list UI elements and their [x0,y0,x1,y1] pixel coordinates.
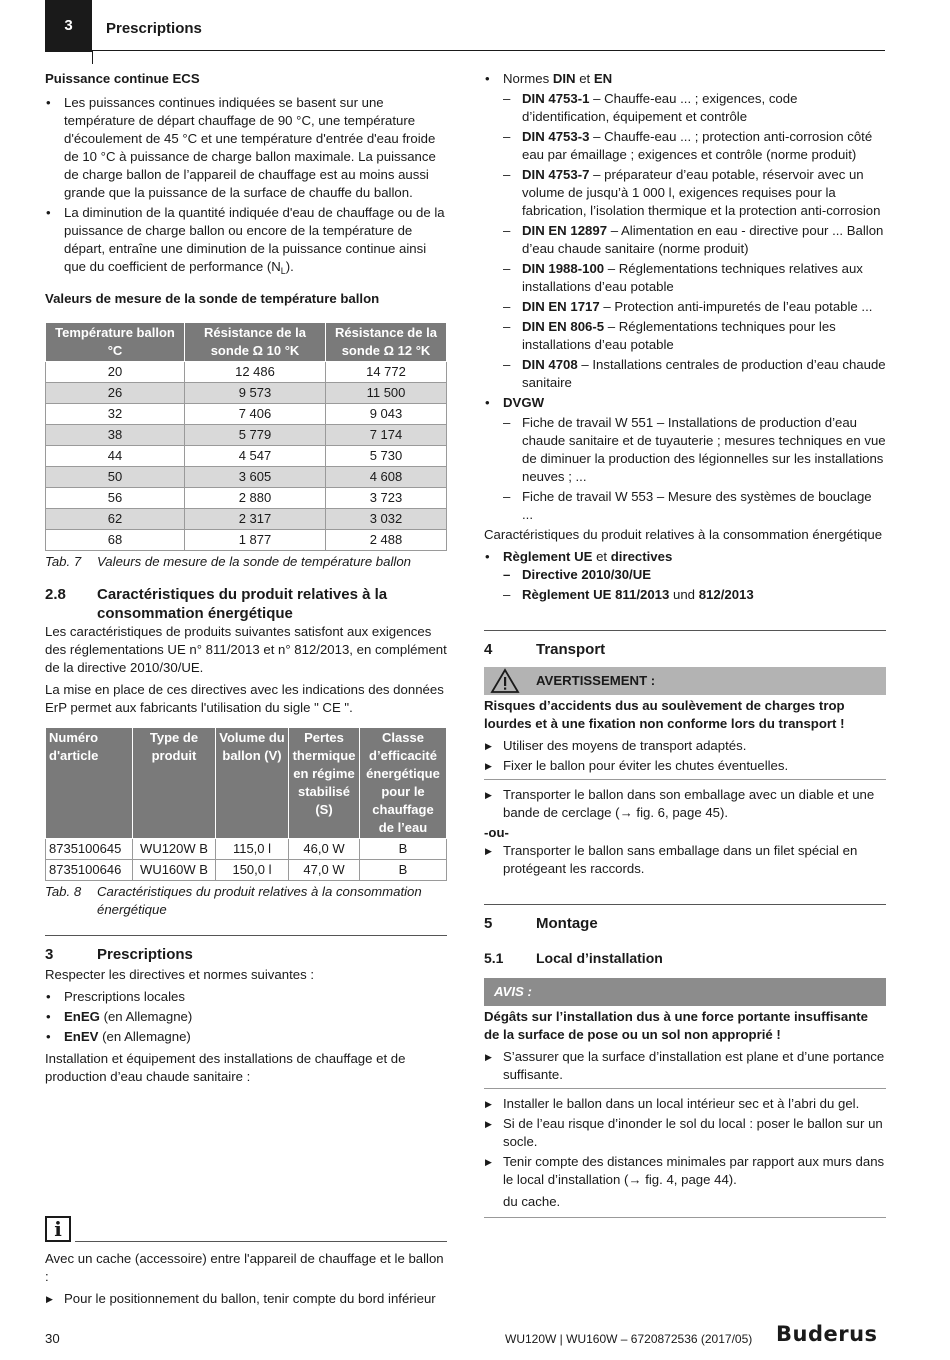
law-name: EnEG [64,1009,100,1024]
norm-code: DIN 4753-7 [522,167,590,182]
table-cell: 68 [46,530,185,551]
table-header: Classe d’efficacité énergétique pour le chauffage de l’eau [360,728,447,839]
list-item [503,166,886,220]
section-rule [484,630,886,631]
info-box [45,1216,447,1310]
normes-list [484,70,886,524]
table-cell: 4 608 [326,467,447,488]
energy-table [45,727,447,881]
table-row [46,467,447,488]
section-number: 2.8 [45,586,66,603]
list-item [503,298,886,316]
list-item: ▶ Fixer le ballon pour éviter les chutes éventuelles. [484,757,886,775]
table-header: Température ballon °C [46,323,185,362]
warning-text: Risques d’accidents dus au soulèvement de charges trop lourdes et à une fixation non conforme lors du transport ! [484,698,845,731]
norm-code: DIN EN 806-5 [522,319,605,334]
table-cell: 14 772 [326,362,447,383]
table-row [46,488,447,509]
transport-actions-alt [484,842,886,878]
caption-number: Tab. 8 [45,884,82,899]
norm-text: – Réglementations techniques relatives aux installations d’eau potable [522,261,863,294]
brand-logo: Buderus [776,1322,878,1346]
section-rule [484,904,886,905]
paragraph: Respecter les directives et normes suivantes : [45,967,314,982]
section-rule [45,935,447,936]
section-number: 5 [484,915,493,932]
norm-text: – Chauffe-eau ... ; protection anti-corrosion côté eau par émaillage ; exigences et contrôle (norme produit) [522,129,873,162]
table-cell: WU160W B [133,860,216,881]
norm-text: – Réglementations techniques pour les installations d’eau potable [522,319,836,352]
norm-code: DIN EN 12897 [522,223,608,238]
table-cell: 12 486 [185,362,326,383]
section-title: Local d’installation [536,950,663,966]
cache-end-text: du cache. [503,1194,561,1209]
norm-text: – Protection anti-impuretés de l’eau potable ... [599,299,873,314]
table-cell: 56 [46,488,185,509]
section-number: 3 [45,946,54,963]
paragraph: Installation et équipement des installations de chauffage et de production d’eau chaude sanitaire : [45,1051,406,1084]
reg-label: Règlement UE [503,549,593,564]
table-cell: 8735100646 [46,860,133,881]
table-row [46,860,447,881]
notice-label: AVIS : [494,984,532,999]
install-end-rule [484,1217,886,1218]
table-header: Résistance de la sonde Ω 10 °K [185,323,326,362]
table-cell: 11 500 [326,383,447,404]
paragraph: Caractéristiques du produit relatives à la consommation énergétique [484,527,883,542]
table-cell: 20 [46,362,185,383]
norm-code: DIN 4753-1 [522,91,590,106]
warning-actions [484,737,886,775]
list-item: ▶ Transporter le ballon dans son emballage avec un diable et une bande de cerclage (→ fig. 6, page 45). [484,786,886,822]
norm-text: – Chauffe-eau ... ; exigences, code d’identification, équipement et contrôle [522,91,798,124]
warning-bar [484,667,886,695]
table-cell: 44 [46,446,185,467]
table-cell: B [360,860,447,881]
table-header: Résistance de la sonde Ω 12 °K [326,323,447,362]
table-row [46,362,447,383]
info-actions [45,1290,447,1308]
notice-text: Dégâts sur l’installation dus à une force portante insuffisante de la surface de pose ou un sol non approprié ! [484,1009,868,1042]
header-tick [92,50,93,64]
reg-und: und [669,587,699,602]
table-header: Numéro d'article [46,728,133,839]
list-item [503,318,886,354]
table-cell: 26 [46,383,185,404]
list-item: – Fiche de travail W 553 – Mesure des systèmes de bouclage ... [503,488,886,524]
section-title: Transport [536,641,606,658]
list-item: • Les puissances continues indiquées se basent sur une température de départ chauffage de 90 °C, une température d'écoulement de 45 °C et une température d'entrée d'eau froide de 10 °C à puissance de charge ballon maximale. La puissance de charge ballon de l’appareil de chauffage est au moins aussi grande que la puissance de la surface de chauffe du ballon. [45,94,447,202]
table-cell: 2 317 [185,509,326,530]
sensor-heading: Valeurs de mesure de la sonde de température ballon [45,291,380,306]
list-item: – Fiche de travail W 551 – Installations de production d’eau chaude sanitaire et de tuyauterie ; mesures techniques en vue de diminuer la production des légionnelles sur les installations neuves ; ... [503,414,886,486]
sensor-table [45,322,447,551]
table8-caption [45,883,447,919]
table-cell: 8735100645 [46,839,133,860]
list-item [503,128,886,164]
list-item: ▶ Si de l’eau risque d’inonder le sol du local : poser le ballon sur un socle. [484,1115,886,1151]
list-item [503,260,886,296]
table-cell: 3 032 [326,509,447,530]
list-item [503,356,886,392]
notice-actions [484,1048,886,1084]
norm-din: DIN [552,71,576,86]
dvgw-list [503,414,886,524]
right-column [484,70,886,1218]
table-row [46,425,447,446]
paragraph: Les caractéristiques de produits suivantes satisfont aux exigences des réglementations UE n° 811/2013 et n° 812/2013, en complément de la directive 2010/30/UE. [45,624,447,675]
table-cell: 62 [46,509,185,530]
table-row [46,839,447,860]
table-cell: 1 877 [185,530,326,551]
notice-bar [484,978,886,1006]
table-cell: 5 730 [326,446,447,467]
section-2-8-heading [45,585,447,623]
list-item [45,1028,447,1046]
table-cell: 7 406 [185,404,326,425]
table-cell: 150,0 l [216,860,289,881]
list-item [484,70,886,392]
subscript: L [280,266,286,276]
norm-text: – préparateur d’eau potable, réservoir avec un volume de jusqu’à 1 000 l, exigences requises pour la fabrication, l’isolation thermique et la protection anti-corrosion [522,167,881,218]
table-cell: WU120W B [133,839,216,860]
table-cell: 38 [46,425,185,446]
warning-label: AVERTISSEMENT : [536,673,656,688]
reg-code: 812/2013 [698,587,754,602]
table-header: Volume du ballon (V) [216,728,289,839]
table-cell: 2 880 [185,488,326,509]
section-title: Prescriptions [97,946,193,963]
norm-code: DIN EN 1717 [522,299,600,314]
table-cell: 7 174 [326,425,447,446]
table-cell: 115,0 l [216,839,289,860]
install-actions [484,1095,886,1189]
normes-et: et [575,71,594,86]
section-3-heading [45,945,447,964]
caption-text: Valeurs de mesure de la sonde de température ballon [97,554,412,569]
list-item: – Directive 2010/30/UE [503,566,886,584]
table-cell: 5 779 [185,425,326,446]
header-rule [45,50,885,51]
reg-label: directives [610,549,673,564]
norm-text: – Installations centrales de production d’eau chaude sanitaire [522,357,886,390]
section-number: 4 [484,641,493,658]
caption-text: Caractéristiques du produit relatives à la consommation énergétique [97,884,422,917]
law-name: EnEV [64,1029,99,1044]
norm-code: DIN 1988-100 [522,261,605,276]
table-cell: 50 [46,467,185,488]
notice-end-rule [484,1088,886,1089]
list-item [503,222,886,258]
law-note: (en Allemagne) [99,1009,193,1024]
regulation-list [484,548,886,604]
list-item: ▶ Installer le ballon dans un local intérieur sec et à l’abri du gel. [484,1095,886,1113]
table-row [46,404,447,425]
norm-code: DIN 4708 [522,357,578,372]
ecs-bullet-end: ). [285,259,294,274]
info-rule [75,1241,447,1242]
regulation-sublist [503,566,886,604]
table-row [46,530,447,551]
section-5-heading [484,914,886,933]
left-column [45,70,447,1086]
list-item: ▶ Tenir compte des distances minimales par rapport aux murs dans le local d’installation (→ fig. 4, page 44). [484,1153,886,1189]
table-cell: 9 573 [185,383,326,404]
list-item [484,548,886,604]
norm-text: – Alimentation en eau - directive pour ... Ballon d’eau chaude sanitaire (norme produit) [522,223,884,256]
document-reference: WU120W | WU160W – 6720872536 (2017/05) [505,1332,753,1346]
section-number: 5.1 [484,950,504,966]
section-title: Caractéristiques du produit relatives à la consommation énergétique [97,586,388,622]
info-text: Avec un cache (accessoire) entre l'appareil de chauffage et le ballon : [45,1251,444,1284]
table-row [46,509,447,530]
table-cell: 4 547 [185,446,326,467]
dvgw-label: DVGW [503,395,545,410]
paragraph: La mise en place de ces directives avec les indications des données ErP permet aux fabricants l'utilisation du sigle " CE ". [45,682,444,715]
din-list [503,90,886,392]
prescriptions-list [45,988,447,1046]
table-cell: 32 [46,404,185,425]
norm-code: DIN 4753-3 [522,129,590,144]
chapter-number-box [45,0,92,52]
list-item: ▶ Utiliser des moyens de transport adaptés. [484,737,886,755]
chapter-number: 3 [64,17,73,34]
reg-code: Règlement UE 811/2013 [522,587,670,602]
page-number: 30 [45,1331,60,1346]
ecs-bullet-text: La diminution de la quantité indiquée d'eau de chauffage ou de la puissance de charge ballon ou encore de la température de départ, entraîne une diminution de la puissance continue ainsi que du coefficient de performance (N [64,205,445,274]
table-header: Type de produit [133,728,216,839]
info-icon: i [45,1216,71,1242]
table-cell: 46,0 W [289,839,360,860]
caption-number: Tab. 7 [45,554,82,569]
list-item: • Prescriptions locales [45,988,447,1006]
law-note: (en Allemagne) [98,1029,191,1044]
list-item [45,1008,447,1026]
list-item [503,586,886,604]
reg-et: et [592,549,611,564]
list-item [45,204,447,280]
list-item: ▶ Transporter le ballon sans emballage dans un filet spécial en protégeant les raccords. [484,842,886,878]
table7-caption [45,553,447,571]
normes-prefix: Normes [503,71,553,86]
transport-actions [484,786,886,822]
warning-end-rule [484,779,886,780]
list-item: ▶ S’assurer que la surface d’installation est plane et d’une portance suffisante. [484,1048,886,1084]
section-4-heading [484,640,886,659]
norm-en: EN [593,71,613,86]
section-title: Montage [536,915,598,932]
table-cell: 3 723 [326,488,447,509]
list-item [503,90,886,126]
table-row [46,446,447,467]
list-item [484,394,886,524]
list-item: ▶ Pour le positionnement du ballon, tenir compte du bord inférieur [45,1290,447,1308]
table-row [46,383,447,404]
table-cell: B [360,839,447,860]
table-header: Pertes thermique en régime stabilisé (S) [289,728,360,839]
table-cell: 2 488 [326,530,447,551]
section-5-1-heading [484,949,886,968]
table-cell: 47,0 W [289,860,360,881]
ecs-bullet-list [45,94,447,280]
ecs-heading: Puissance continue ECS [45,71,200,86]
or-separator: -ou- [484,825,509,840]
table-cell: 9 043 [326,404,447,425]
warning-icon [490,668,520,694]
table-cell: 3 605 [185,467,326,488]
chapter-title: Prescriptions [106,20,202,37]
